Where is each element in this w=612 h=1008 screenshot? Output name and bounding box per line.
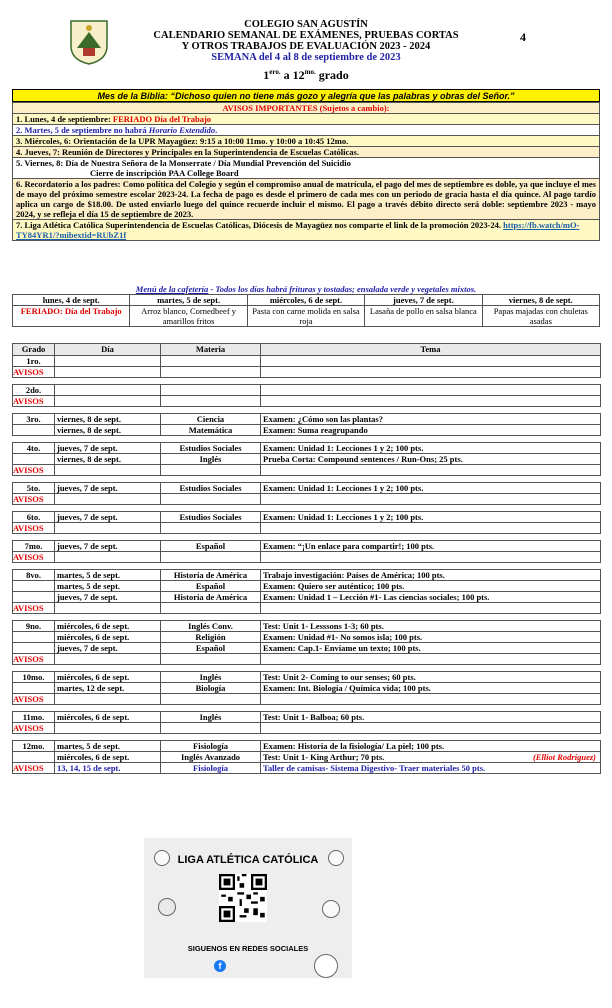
- school-name: COLEGIO SAN AGUSTÍN: [244, 19, 368, 30]
- grade-label: 11mo.: [13, 712, 55, 723]
- table-row: jueves, 7 de sept. Historia de América Examen: Unidad 1 – Lección #1- Las ciencias sociales; 100 pts.: [13, 592, 601, 603]
- menu-food: Arroz blanco, Cornedbeef y amarillos fritos: [130, 306, 247, 327]
- promo-link[interactable]: https://fb.watch/mO-TY84YR1/?mibextid=RUbZ1f: [16, 220, 580, 240]
- table-row: 12mo. martes, 5 de sept. Fisiología Examen: Historia de la fisiología/ La piel; 100 pts.: [13, 741, 601, 752]
- table-row: [13, 603, 601, 614]
- facebook-icon[interactable]: f: [214, 960, 226, 972]
- table-row: 3ro. viernes, 8 de sept. Ciencia Examen: ¿Cómo son las plantas?: [13, 414, 601, 425]
- table-row: [13, 396, 601, 407]
- menu-day: lunes, 4 de sept.: [13, 295, 130, 306]
- col-tema: Tema: [261, 344, 601, 356]
- avisos-label: AVISOS: [13, 723, 55, 734]
- table-row: miércoles, 6 de sept. Inglés Avanzado Test: Unit 1- King Arthur; 70 pts. (Elliot Rodríguez): [13, 752, 601, 763]
- grade-label: 7mo.: [13, 541, 55, 552]
- table-row: 10mo. miércoles, 6 de sept. Inglés Test: Unit 2- Coming to our senses; 60 pts.: [13, 672, 601, 683]
- avisos-label: AVISOS: [13, 603, 55, 614]
- avisos-label: AVISOS: [13, 552, 55, 563]
- avisos-label: AVISOS: [13, 523, 55, 534]
- menu-food: FERIADO: Día del Trabajo: [13, 306, 130, 327]
- grade-label: 2do.: [13, 385, 55, 396]
- header-line-2: CALENDARIO SEMANAL DE EXÁMENES, PRUEBAS CORTAS: [153, 30, 459, 41]
- avisos-label: AVISOS: [13, 367, 55, 378]
- table-row: [13, 385, 601, 396]
- aviso-5: 5. Viernes, 8: Día de Nuestra Señora de la Monserrate / Día Mundial Prevención del Suicidio Cierre de inscripción PAA College Board: [13, 158, 600, 179]
- avisos-label: AVISOS: [13, 396, 55, 407]
- col-grado: Grado: [13, 344, 55, 356]
- grade-label: 8vo.: [13, 570, 55, 581]
- aviso-4: 4. Jueves, 7: Reunión de Directores y Principales en la Superintendencia de Escuelas Católicas.: [13, 147, 600, 158]
- menu-title: Menú de la cafetería - Todos los días habrá frituras y tostadas; ensalada verde y vegetales mixtos.: [135, 284, 477, 294]
- week-range: SEMANA del 4 al 8 de septiembre de 2023: [211, 52, 401, 63]
- avisos-label: AVISOS: [13, 694, 55, 705]
- table-row: [13, 356, 601, 367]
- avisos-title: AVISOS IMPORTANTES (Sujetos a cambio):: [13, 103, 600, 114]
- avisos-label: AVISOS: [13, 763, 55, 774]
- avisos-label: AVISOS: [13, 465, 55, 476]
- page-number: 4: [520, 30, 526, 44]
- table-row: 11mo. miércoles, 6 de sept. Inglés Test: Unit 1- Balboa; 60 pts.: [13, 712, 601, 723]
- table-row: 5to. jueves, 7 de sept. Estudios Sociales Examen: Unidad 1: Lecciones 1 y 2; 100 pts.: [13, 483, 601, 494]
- grade-label: 10mo.: [13, 672, 55, 683]
- table-row: 7mo. jueves, 7 de sept. Español Examen: “¡Un enlace para compartir!; 100 pts.: [13, 541, 601, 552]
- table-row: martes, 12 de sept. Biología Examen: Int. Biología / Química vida; 100 pts.: [13, 683, 601, 694]
- col-materia: Materia: [161, 344, 261, 356]
- table-row: jueves, 7 de sept. Español Examen: Cap.1- Envíame un texto; 100 pts.: [13, 643, 601, 654]
- tennis-ball-icon: [322, 900, 340, 918]
- aviso-6: 6. Recordatorio a los padres: Como política del Colegio y según el compromiso anual de matrícula, el pago del mes de septiembre es doble, ya que incluye el mes de mayo del próximo semestre escolar 2023-24. La fecha de pago es desde el primero de cada mes con un periodo de gracia hasta el día quince. Al pago tardío aplica un cargo de $18.00. De usted enviarlo luego del quince recuerde incluir el mismo. El pago a través débito directo será doble: septiembre 2023 - mayo 2024, y se refleja el día 15 de septiembre de 2023.: [13, 179, 600, 220]
- table-row: [13, 523, 601, 534]
- grade-label: 6to.: [13, 512, 55, 523]
- grade-label: 12mo.: [13, 741, 55, 752]
- teacher-note: (Elliot Rodríguez): [532, 752, 596, 762]
- header: [0, 0, 612, 88]
- table-row: [13, 465, 601, 476]
- menu-day: martes, 5 de sept.: [130, 295, 247, 306]
- table-row: 4to. jueves, 7 de sept. Estudios Sociales Examen: Unidad 1: Lecciones 1 y 2; 100 pts.: [13, 443, 601, 454]
- menu-food: Lasaña de pollo en salsa blanca: [365, 306, 482, 327]
- table-row: [13, 367, 601, 378]
- aviso-1: 1. Lunes, 4 de septiembre: FERIADO Día del Trabajo: [13, 114, 600, 125]
- table-row: AVISOS 13, 14, 15 de sept. Fisiología Taller de camisas- Sistema Digestivo- Traer materiales 50 pts.: [13, 763, 601, 774]
- table-row: [13, 654, 601, 665]
- avisos-label: AVISOS: [13, 654, 55, 665]
- col-dia: Día: [55, 344, 161, 356]
- aviso-3: 3. Miércoles, 6: Orientación de la UPR Mayagüez: 9:15 a 10:00 11mo. y 10:00 a 10:45 12mo.: [13, 136, 600, 147]
- menu-food: Pasta con carne molida en salsa roja: [247, 306, 364, 327]
- cafeteria-menu: [12, 284, 600, 327]
- table-row: 9no. miércoles, 6 de sept. Inglés Conv. Test: Unit 1- Lesssons 1-3; 60 pts.: [13, 621, 601, 632]
- table-row: viernes, 8 de sept. Inglés Prueba Corta: Compound sentences / Run-Ons; 25 pts.: [13, 454, 601, 465]
- grade-label: 5to.: [13, 483, 55, 494]
- liga-atletica-banner: [144, 838, 352, 978]
- avisos-label: AVISOS: [13, 494, 55, 505]
- table-row: [13, 552, 601, 563]
- table-row: [13, 723, 601, 734]
- menu-day: miércoles, 6 de sept.: [247, 295, 364, 306]
- table-row: martes, 5 de sept. Español Examen: Quiero ser auténtico; 100 pts.: [13, 581, 601, 592]
- soccer-ball-icon: [314, 954, 338, 978]
- basketball-icon: [158, 898, 176, 916]
- menu-day: viernes, 8 de sept.: [482, 295, 599, 306]
- avisos-table: [12, 102, 600, 241]
- aviso-7: 7. Liga Atlética Católica Superintendencia de Escuelas Católicas, Diócesis de Mayagüez nos comparte el link de la promoción 2023-24. https://fb.watch/mO-TY84YR1/?mibextid=RUbZ1f: [13, 220, 600, 241]
- table-row: miércoles, 6 de sept. Religión Examen: Unidad #1- No somos isla; 100 pts.: [13, 632, 601, 643]
- grade-label: 4to.: [13, 443, 55, 454]
- liga-title: LIGA ATLÉTICA CATÓLICA: [177, 854, 319, 866]
- table-row: 8vo. martes, 5 de sept. Historia de América Trabajo investigación: Países de América; 100 pts.: [13, 570, 601, 581]
- table-row: viernes, 8 de sept. Matemática Examen: Suma reagrupando: [13, 425, 601, 436]
- menu-food: Papas majadas con chuletas asadas: [482, 306, 599, 327]
- table-row: [13, 694, 601, 705]
- header-line-3: Y OTROS TRABAJOS DE EVALUACIÓN 2023 - 2024: [181, 41, 431, 52]
- grade-range: $1^{ero.}$ a $12^{mo.}$ grado: [263, 68, 349, 82]
- qr-code-icon[interactable]: [219, 874, 267, 922]
- menu-day: jueves, 7 de sept.: [365, 295, 482, 306]
- table-row: 6to. jueves, 7 de sept. Estudios Sociales Examen: Unidad 1: Lecciones 1 y 2; 100 pts.: [13, 512, 601, 523]
- grade-label: 3ro.: [13, 414, 55, 425]
- grade-label: 9no.: [13, 621, 55, 632]
- grade-label: 1ro.: [13, 356, 55, 367]
- liga-footer: SIGUENOS EN REDES SOCIALES: [187, 944, 309, 953]
- bible-month-banner: Mes de la Biblia: “Dichoso quien no tiene más gozo y alegría que las palabras y obras del Señor.”: [12, 89, 600, 102]
- aviso-2: 2. Martes, 5 de septiembre no habrá Horario Extendido.: [13, 125, 600, 136]
- exam-schedule-table: [12, 343, 601, 774]
- table-row: [13, 494, 601, 505]
